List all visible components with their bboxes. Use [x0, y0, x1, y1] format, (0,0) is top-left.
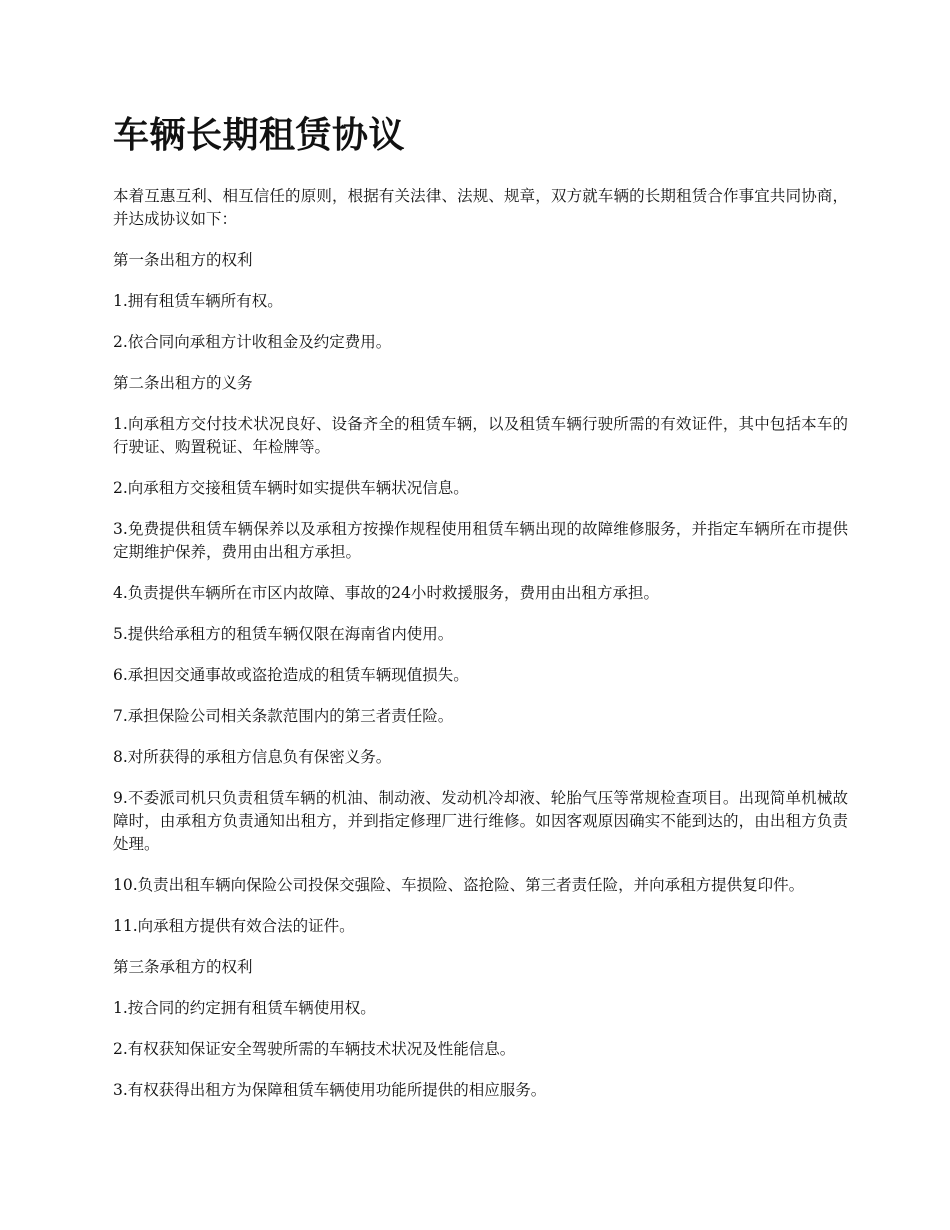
document-page	[113, 112, 848, 1120]
article-2-item-2: 2.向承租方交接租赁车辆时如实提供车辆状况信息。	[113, 479, 469, 497]
article-3-heading: 第三条承租方的权利	[113, 958, 253, 976]
article-2-item-8: 8.对所获得的承租方信息负有保密义务。	[113, 748, 392, 766]
article-2-item-9: 9.不委派司机只负责租赁车辆的机油、制动液、发动机冷却液、轮胎气压等常规检查项目。出现简单机械故障时，由承租方负责通知出租方，并到指定修理厂进行维修。如因客观原因确实不能到达的，由出租方负责处理。	[113, 789, 848, 853]
article-2-item-1: 1.向承租方交付技术状况良好、设备齐全的租赁车辆，以及租赁车辆行驶所需的有效证件，其中包括本车的行驶证、购置税证、年检牌等。	[113, 415, 848, 456]
article-3-item-3: 3.有权获得出租方为保障租赁车辆使用功能所提供的相应服务。	[113, 1081, 547, 1099]
article-2-item-5: 5.提供给承租方的租赁车辆仅限在海南省内使用。	[113, 625, 454, 643]
article-1-heading: 第一条出租方的权利	[113, 251, 253, 269]
article-2-item-10: 10.负责出租车辆向保险公司投保交强险、车损险、盗抢险、第三者责任险，并向承租方提供复印件。	[113, 876, 805, 894]
article-2-item-6: 6.承担因交通事故或盗抢造成的租赁车辆现值损失。	[113, 666, 469, 684]
article-2-heading: 第二条出租方的义务	[113, 374, 253, 392]
article-3-item-1: 1.按合同的约定拥有租赁车辆使用权。	[113, 999, 376, 1017]
article-2-item-7: 7.承担保险公司相关条款范围内的第三者责任险。	[113, 707, 454, 725]
article-2-item-4: 4.负责提供车辆所在市区内故障、事故的24小时救援服务，费用由出租方承担。	[113, 584, 660, 602]
intro-paragraph: 本着互惠互利、相互信任的原则，根据有关法律、法规、规章，双方就车辆的长期租赁合作事宜共同协商，并达成协议如下：	[113, 187, 848, 228]
article-1-item-1: 1.拥有租赁车辆所有权。	[113, 292, 283, 310]
article-3-item-2: 2.有权获知保证安全驾驶所需的车辆技术状况及性能信息。	[113, 1040, 516, 1058]
article-2-item-11: 11.向承租方提供有效合法的证件。	[113, 917, 355, 935]
document-title: 车辆长期租赁协议	[113, 114, 406, 156]
article-1-item-2: 2.依合同向承租方计收租金及约定费用。	[113, 333, 392, 351]
article-2-item-3: 3.免费提供租赁车辆保养以及承租方按操作规程使用租赁车辆出现的故障维修服务，并指定车辆所在市提供定期维护保养，费用由出租方承担。	[113, 520, 848, 561]
